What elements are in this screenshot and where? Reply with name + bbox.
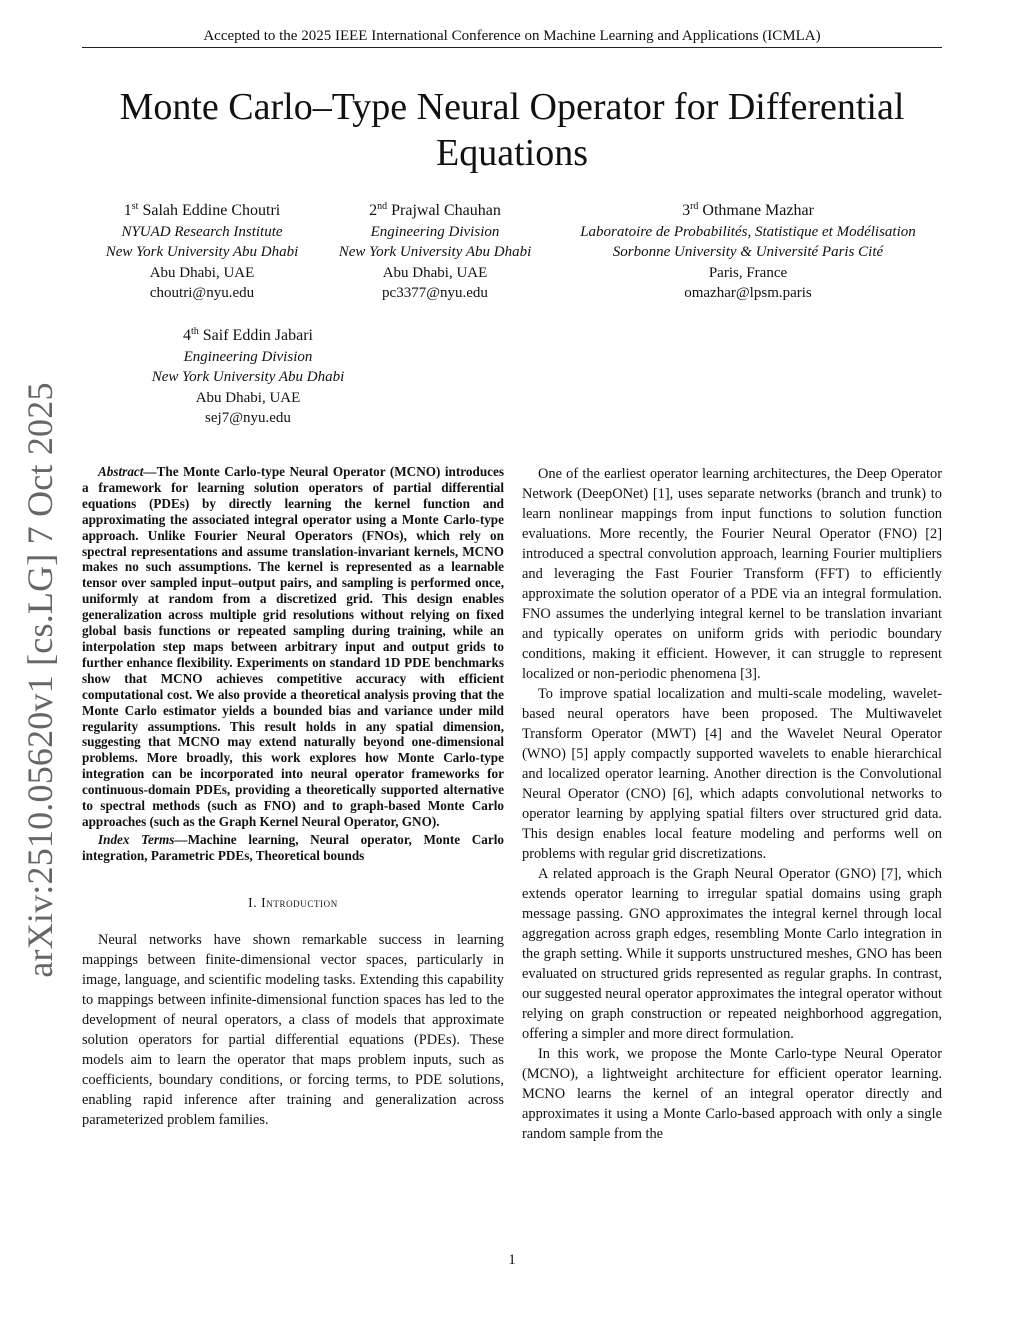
section-number: I. bbox=[248, 894, 258, 910]
author-ordinal-suffix: th bbox=[191, 326, 199, 337]
author-ordinal-suffix: nd bbox=[377, 201, 388, 212]
author-location: Abu Dhabi, UAE bbox=[382, 264, 488, 281]
author-name: Othmane Mazhar bbox=[702, 202, 814, 219]
author-institution: New York University Abu Dhabi bbox=[105, 244, 299, 260]
abstract-text: The Monte Carlo-type Neural Operator (MCNO) introduces a framework for learning solution operators of partial differential equations (PDEs) by directly learning the kernel function and approximating the associated integral operator using a Monte Carlo-type approach. Unlike Fourier Neural Operators (FNOs), which rely on spectral representations and assume translation-invariant kernels, MCNO makes no such assumptions. The kernel is represented as a learnable tensor over sampled input–output pairs, and sampling is performed once, uniformly at random from a discretized grid. This design enables generalization across multiple grid resolutions without relying on fixed global basis functions or repeated sampling during training, while an interpolation step maps between arbitrary input and output grids to further enhance flexibility. Experiments on standard 1D PDE benchmarks show that MCNO achieves competitive accuracy with efficient computational cost. We also provide a theoretical analysis proving that the Monte Carlo estimator yields a bounded bias and variance under mild regularity assumptions. This result holds in any spatial dimension, suggesting that MCNO may extend naturally beyond one-dimensional problems. More broadly, this work explores how Monte Carlo-type integration can be incorporated into neural operator frameworks for continuous-domain PDEs, providing a theoretically supported alternative to spectral methods (such as FNO) and to graph-based Monte Carlo approaches (such as the Graph Kernel Neural Operator, GNO). bbox=[82, 464, 504, 829]
section-title: Introduction bbox=[261, 894, 338, 910]
author-institution: New York University Abu Dhabi bbox=[338, 244, 532, 260]
section-heading bbox=[82, 894, 504, 912]
header-rule bbox=[82, 47, 942, 48]
author-ordinal: 2 bbox=[369, 202, 378, 219]
body-paragraph: To improve spatial localization and multi-scale modeling, wavelet-based neural operators have been proposed. The Multiwavelet Transform Operator (MWT) [4] and the Wavelet Neural Operator (WNO) [5] apply compactly supported wavelets to enable hierarchical and localized operator learning. Another direction is the Convolutional Neural Operator (CNO) [6], which adapts convolutional networks to operator learning by applying spatial filters over structured grid data. This design enables local feature modeling and performs well on problems with regular grid discretizations. bbox=[522, 686, 942, 862]
author-ordinal-suffix: rd bbox=[690, 201, 699, 212]
author-block-2 bbox=[315, 201, 555, 304]
author-department: Laboratoire de Probabilités, Statistique et Modélisation bbox=[580, 223, 916, 240]
author-block-1 bbox=[82, 201, 322, 304]
paper-title: Monte Carlo–Type Neural Operator for Differential Equations bbox=[119, 86, 905, 174]
body-paragraph: In this work, we propose the Monte Carlo-type Neural Operator (MCNO), a lightweight architecture for efficient operator learning. MCNO learns the kernel of an integral operator directly and approximates it using a Monte Carlo-based approach with only a single random sample from the bbox=[522, 1046, 942, 1142]
author-email: omazhar@lpsm.paris bbox=[684, 285, 812, 301]
body-paragraph: Neural networks have shown remarkable success in learning mappings between finite-dimensional vector spaces, particularly in image, language, and scientific modeling tasks. Extending this capability to mappings between infinite-dimensional function spaces has led to the development of neural operators, a class of models that approximate solution operators for partial differential equations (PDEs). These models aim to learn the operator that maps problem inputs, such as coefficients, boundary conditions, or forcing terms, to PDE solutions, enabling rapid inference after training and generalization across parameterized problem families. bbox=[82, 931, 504, 1128]
right-column bbox=[522, 464, 942, 1144]
author-institution: New York University Abu Dhabi bbox=[151, 369, 345, 385]
author-ordinal: 3 bbox=[682, 202, 691, 219]
author-ordinal: 4 bbox=[183, 327, 191, 344]
author-name-line bbox=[548, 201, 948, 222]
arxiv-stamp: arXiv:2510.05620v1 [cs.LG] 7 Oct 2025 bbox=[20, 382, 60, 978]
author-name-line bbox=[315, 201, 555, 222]
author-location: Abu Dhabi, UAE bbox=[149, 264, 255, 281]
author-block-3 bbox=[548, 201, 948, 304]
abstract bbox=[82, 464, 504, 830]
index-terms-label: Index Terms— bbox=[98, 831, 188, 847]
author-institution: Sorbonne University & Université Paris Cité bbox=[612, 244, 884, 260]
page-number: 1 bbox=[508, 1252, 516, 1268]
index-terms-text: Machine learning, Neural operator, Monte Carlo integration, Parametric PDEs, Theoretical bounds bbox=[82, 831, 504, 863]
author-ordinal: 1 bbox=[123, 202, 132, 219]
author-ordinal-suffix: st bbox=[131, 201, 139, 212]
body-paragraph: A related approach is the Graph Neural Operator (GNO) [7], which extends operator learning to irregular spatial domains using graph message passing. GNO approximates the integral kernel through local aggregation across graph edges, resembling Monte Carlo integration in the graph setting. While it supports unstructured meshes, GNO has been evaluated on structured grids represented as regular graphs. In contrast, our suggested neural operator approximates the integral operator without relying on graph construction or repeated neighborhood aggregation, offering a simpler and more direct formulation. bbox=[522, 866, 942, 1042]
abstract-label: Abstract— bbox=[98, 464, 157, 479]
author-name-line bbox=[128, 326, 368, 347]
author-block-4 bbox=[128, 326, 368, 429]
body-paragraph: One of the earliest operator learning architectures, the Deep Operator Network (DeepONet) [1], uses separate networks (branch and trunk) to learn nonlinear mappings from input functions to solution function evaluations. More recently, the Fourier Neural Operator (FNO) [2] introduced a spectral convolution approach, learning Fourier multipliers and leveraging the Fast Fourier Transform (FFT) to efficiently approximate the solution operator of a PDE via an integral formulation. FNO assumes the underlying integral kernel to be translation invariant and typically operates on uniform grids with periodic boundary conditions, making it efficient. However, it can struggle to represent localized or non-periodic phenomena [3]. bbox=[522, 466, 942, 682]
author-department: Engineering Division bbox=[183, 348, 313, 365]
author-name: Prajwal Chauhan bbox=[391, 202, 501, 219]
index-terms bbox=[82, 832, 504, 864]
conference-header: Accepted to the 2025 IEEE International Conference on Machine Learning and Applications (ICMLA) bbox=[203, 28, 821, 44]
author-department: NYUAD Research Institute bbox=[121, 223, 283, 240]
author-name: Salah Eddine Choutri bbox=[142, 202, 281, 219]
author-name-line bbox=[82, 201, 322, 222]
left-column bbox=[82, 464, 504, 1130]
author-name: Saif Eddin Jabari bbox=[202, 327, 313, 344]
author-email: pc3377@nyu.edu bbox=[382, 285, 488, 301]
author-location: Abu Dhabi, UAE bbox=[195, 389, 301, 406]
author-location: Paris, France bbox=[708, 264, 788, 281]
author-email: sej7@nyu.edu bbox=[205, 410, 291, 426]
author-department: Engineering Division bbox=[370, 223, 500, 240]
author-email: choutri@nyu.edu bbox=[149, 285, 255, 301]
